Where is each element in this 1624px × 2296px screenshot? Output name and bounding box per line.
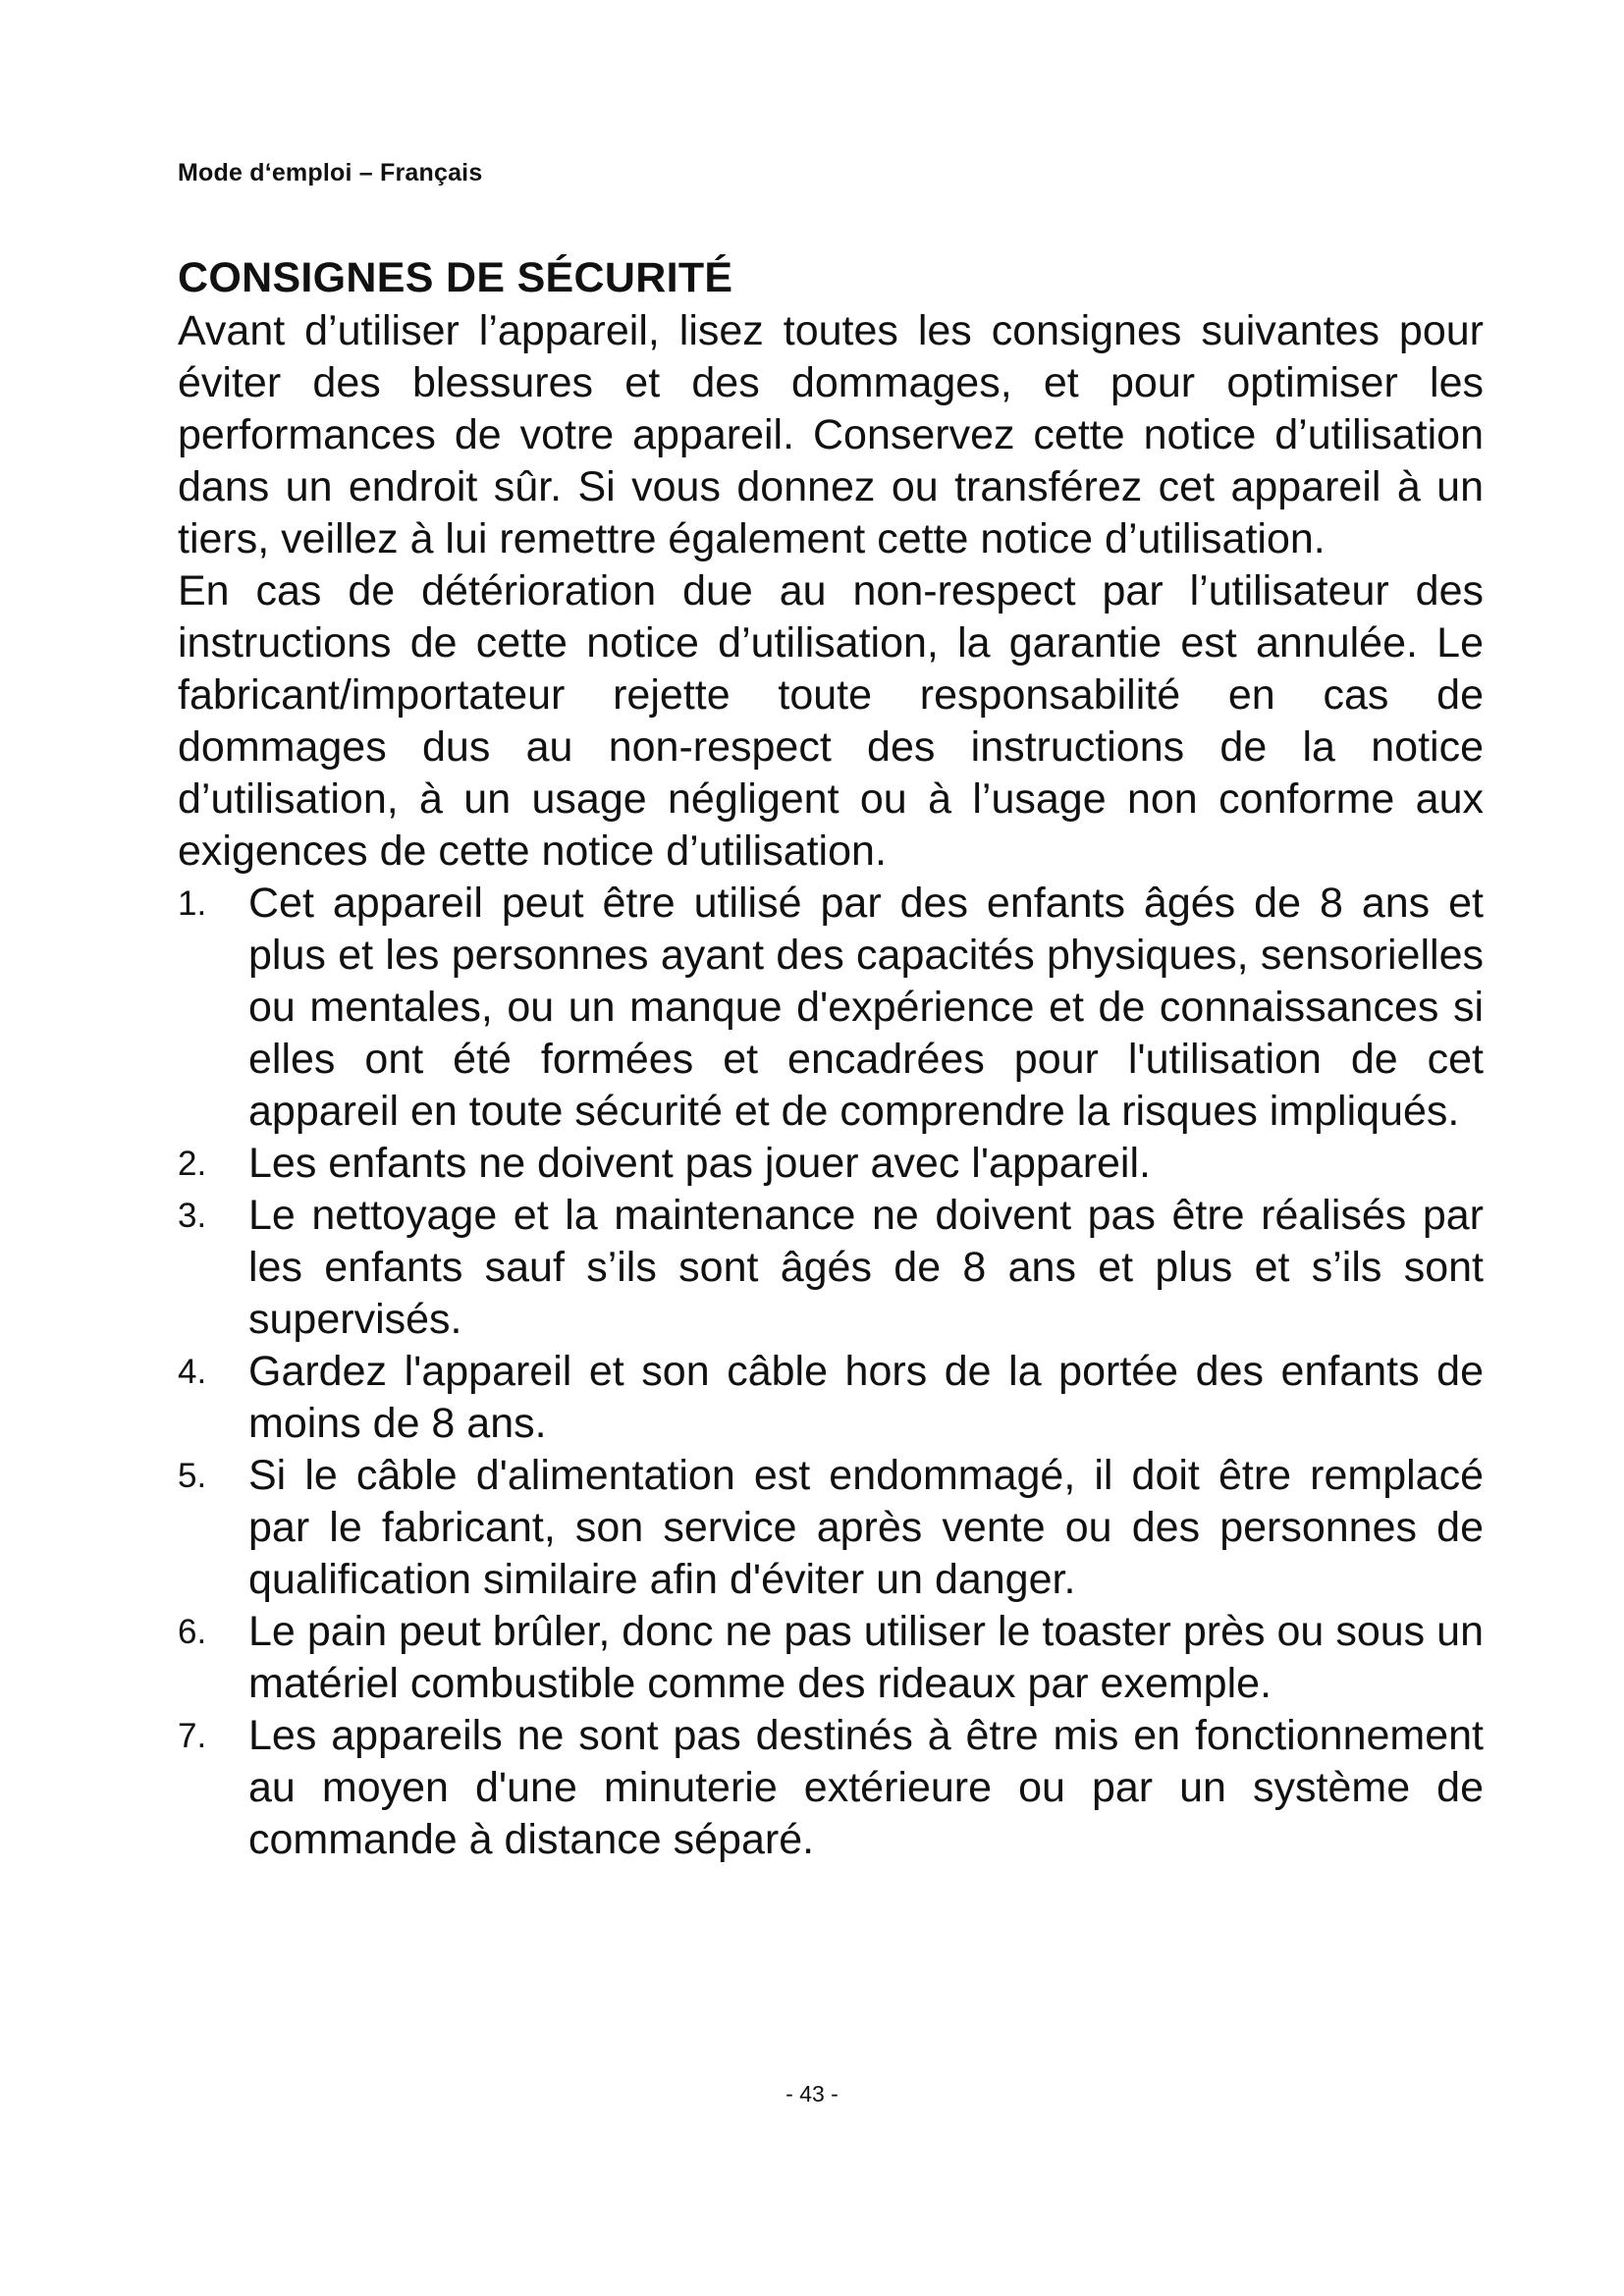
list-item bbox=[178, 878, 1484, 1138]
list-item bbox=[178, 1710, 1484, 1866]
list-item-number: 5. bbox=[178, 1457, 207, 1495]
list-item-number: 3. bbox=[178, 1197, 207, 1235]
list-item-number: 7. bbox=[178, 1717, 207, 1755]
list-item-text: Les appareils ne sont pas destinés à être mis en fonctionnement au moyen d'une minuterie extérieure ou par un système de commande à distance séparé. bbox=[248, 1712, 1484, 1863]
page-number: - 43 - bbox=[785, 2081, 839, 2107]
list-item-number: 6. bbox=[178, 1613, 207, 1651]
list-item-number: 4. bbox=[178, 1353, 207, 1391]
list-item bbox=[178, 1450, 1484, 1606]
intro-paragraph: Avant d’utiliser l’appareil, lisez toutes les consignes suivantes pour éviter des blessures et des dommages, et pour optimiser les performances de votre appareil. Conservez cette notice d’utilisation dans un endroit sûr. Si vous donnez ou transférez cet appareil à un tiers, veillez à lui remettre également cette notice d’utilisation. bbox=[178, 307, 1484, 562]
list-item-number: 1. bbox=[178, 884, 207, 923]
warranty-paragraph: En cas de détérioration due au non-respect par l’utilisateur des instructions de cette notice d’utilisation, la garantie est annulée. Le fabricant/importateur rejette toute responsabilité en cas de dommages dus au non-respect des instructions de la notice d’utilisation, à un usage négligent ou à l’usage non conforme aux exigences de cette notice d’utilisation. bbox=[178, 567, 1484, 875]
list-item-text: Les enfants ne doivent pas jouer avec l'appareil. bbox=[248, 1140, 1151, 1187]
list-item-text: Le pain peut brûler, donc ne pas utiliser le toaster près ou sous un matériel combustible comme des rideaux par exemple. bbox=[248, 1608, 1484, 1707]
list-item-text: Si le câble d'alimentation est endommagé, il doit être remplacé par le fabricant, son service après vente ou des personnes de qualification similaire afin d'éviter un danger. bbox=[248, 1452, 1484, 1603]
section-title: CONSIGNES DE SÉCURITÉ bbox=[178, 254, 733, 301]
list-item-text: Le nettoyage et la maintenance ne doivent pas être réalisés par les enfants sauf s’ils sont âgés de 8 ans et plus et s’ils sont supervisés. bbox=[248, 1192, 1484, 1343]
running-header: Mode d‘emploi – Français bbox=[178, 159, 483, 187]
list-item-text: Gardez l'appareil et son câble hors de la portée des enfants de moins de 8 ans. bbox=[248, 1348, 1484, 1447]
list-item-text: Cet appareil peut être utilisé par des enfants âgés de 8 ans et plus et les personnes ayant des capacités physiques, sensorielles ou mentales, ou un manque d'expérience et de connaissances si elles ont été formées et encadrées pour l'utilisation de cet appareil en toute sécurité et de comprendre la risques impliqués. bbox=[248, 880, 1484, 1135]
safety-instructions-list bbox=[178, 878, 1484, 1866]
list-item-number: 2. bbox=[178, 1145, 207, 1183]
list-item bbox=[178, 1190, 1484, 1346]
list-item bbox=[178, 1606, 1484, 1710]
section-content bbox=[178, 250, 1484, 1866]
list-item bbox=[178, 1346, 1484, 1450]
list-item bbox=[178, 1138, 1484, 1190]
